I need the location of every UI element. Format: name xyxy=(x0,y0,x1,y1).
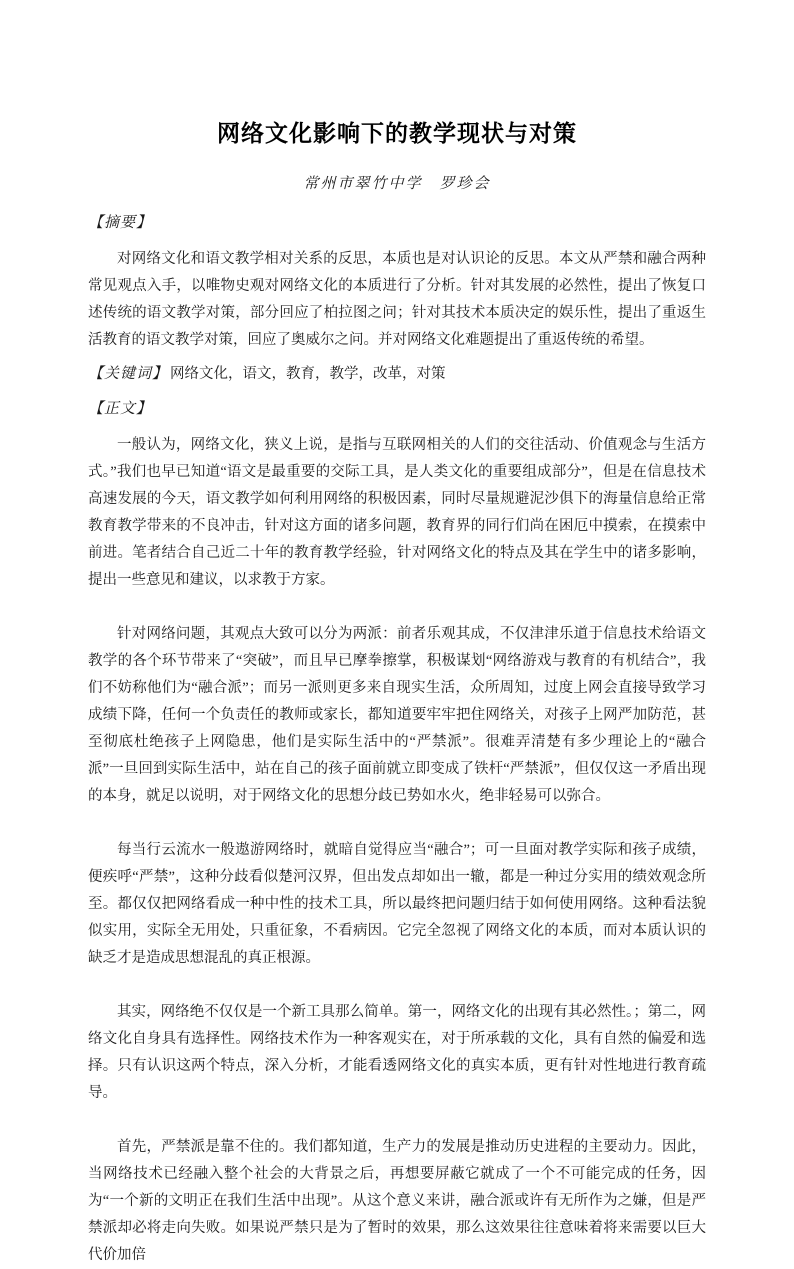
document-title: 网络文化影响下的教学现状与对策 xyxy=(217,120,577,146)
abstract-text: 对网络文化和语文教学相对关系的反思，本质也是对认识论的反思。本文从严禁和融合两种常见观点入手，以唯物史观对网络文化的本质进行了分析。针对其发展的必然性，提出了恢复口述传统的语文教学对策，部分回应了柏拉图之问；针对其技术本质决定的娱乐性，提出了重返生活教育的语文教学对策，回应了奥威尔之问。并对网络文化难题提出了重返传统的希望。 xyxy=(88,251,706,348)
body-paragraph-4: 其实，网络绝不仅仅是一个新工具那么简单。第一，网络文化的出现有其必然性。；第二，网络文化自身具有选择性。网络技术作为一种客观实在，对于所承载的文化，具有自然的偏爱和选择。只有认识这两个特点，深入分析，才能看透网络文化的真实本质，更有针对性地进行教育疏导。 xyxy=(88,1004,706,1101)
keywords-label: 【关键词】 xyxy=(88,366,169,382)
body-paragraph-1: 一般认为，网络文化，狭义上说，是指与互联网相关的人们的交往活动、价值观念与生活方式。”我们也早已知道“语文是最重要的交际工具，是人类文化的重要组成部分”，但是在信息技术高速发展的今天，语文教学如何利用网络的积极因素，同时尽量规避泥沙俱下的海量信息给正常教育教学带来的不良冲击，针对这方面的诸多问题，教育界的同行们尚在困厄中摸索，在摸索中前进。笔者结合自己近二十年的教育教学经验，针对网络文化的特点及其在学生中的诸多影响，提出一些意见和建议，以求教于方家。 xyxy=(88,437,706,588)
body-label: 【正文】 xyxy=(88,401,153,417)
keywords-line xyxy=(88,364,706,385)
body-paragraph-2: 针对网络问题，其观点大致可以分为两派：前者乐观其成，不仅津津乐道于信息技术给语文教学的各个环节带来了“突破”，而且早已摩拳擦掌，积极谋划“网络游戏与教育的有机结合”，我们不妨称他们为“融合派”；而另一派则更多来自现实生活，众所周知，过度上网会直接导致学习成绩下降，任何一个负责任的教师或家长，都知道要牢牢把住网络关，对孩子上网严加防范，甚至彻底杜绝孩子上网隐患，他们是实际生活中的“严禁派”。很难弄清楚有多少理论上的“融合派”一旦回到实际生活中，站在自己的孩子面前就立即变成了铁杆“严禁派”，但仅仅这一矛盾出现的本身，就足以说明，对于网络文化的思想分歧已势如水火，绝非轻易可以弥合。 xyxy=(88,626,706,804)
author-line: 常州市翠竹中学 罗珍会 xyxy=(303,176,491,192)
keywords-text: 网络文化，语文，教育，教学，改革，对策 xyxy=(170,366,446,382)
body-paragraph-5: 首先，严禁派是靠不住的。我们都知道，生产力的发展是推动历史进程的主要动力。因此，当网络技术已经融入整个社会的大背景之后，再想要屏蔽它就成了一个不可能完成的任务，因为“一个新的文明正在我们生活中出现”。从这个意义来讲，融合派或许有无所作为之嫌，但是严禁派却必将走向失败。如果说严禁只是为了暂时的效果，那么这效果往往意味着将来需要以巨大代价加倍 xyxy=(88,1139,706,1263)
body-paragraph-3: 每当行云流水一般遨游网络时，就暗自觉得应当“融合”；可一旦面对教学实际和孩子成绩，便疾呼“严禁”，这种分歧看似楚河汉界，但出发点却如出一辙，都是一种过分实用的绩效观念所至。都仅仅把网络看成一种中性的技术工具，所以最终把问题归结于如何使用网络。这种看法貌似实用，实际全无用处，只重征象，不看病因。它完全忽视了网络文化的本质，而对本质认识的缺乏才是造成思想混乱的真正根源。 xyxy=(88,842,706,966)
abstract-label: 【摘要】 xyxy=(88,215,153,231)
